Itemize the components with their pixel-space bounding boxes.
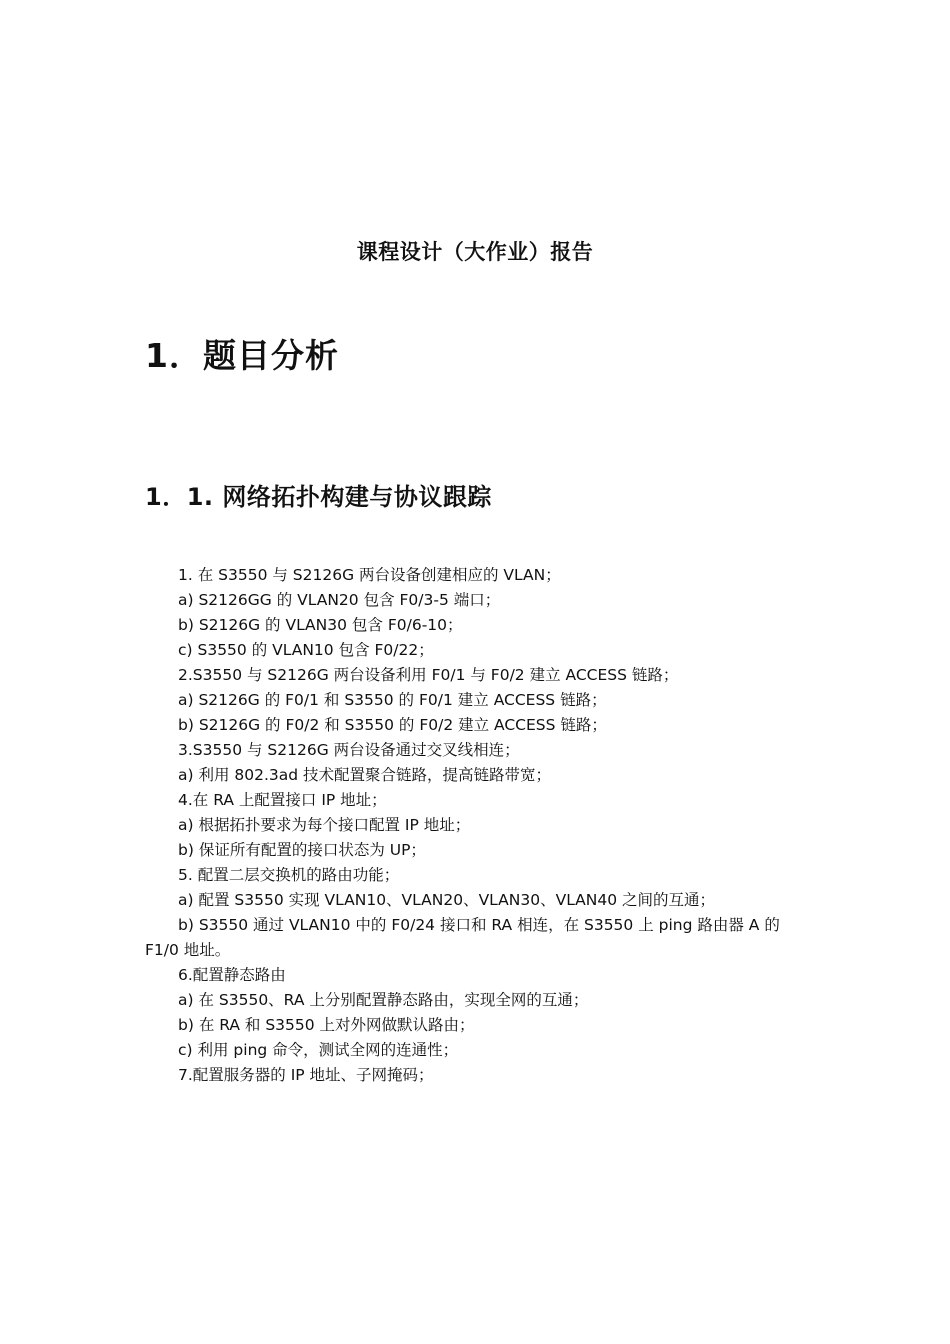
section-heading: 1．题目分析 — [145, 336, 339, 375]
list-item: 6.配置静态路由 — [178, 966, 286, 984]
requirements-list — [145, 563, 815, 1088]
list-item: b) S2126G 的 VLAN30 包含 F0/6-10； — [178, 616, 463, 634]
list-item: b) 保证所有配置的接口状态为 UP； — [178, 841, 426, 859]
list-item: b) 在 RA 和 S3550 上对外网做默认路由； — [178, 1016, 475, 1034]
list-item: 5. 配置二层交换机的路由功能； — [178, 866, 400, 884]
list-item: b) S2126G 的 F0/2 和 S3550 的 F0/2 建立 ACCESS 链路； — [178, 716, 607, 734]
list-item: 7.配置服务器的 IP 地址、子网掩码； — [178, 1066, 434, 1084]
subsection-heading: 1．1. 网络拓扑构建与协议跟踪 — [145, 483, 492, 511]
document-title: 课程设计（大作业）报告 — [356, 240, 594, 264]
list-item: 2.S3550 与 S2126G 两台设备利用 F0/1 与 F0/2 建立 ACCESS 链路； — [178, 666, 679, 684]
list-item: a) 在 S3550、RA 上分别配置静态路由，实现全网的互通； — [178, 991, 589, 1009]
list-item: a) S2126G 的 F0/1 和 S3550 的 F0/1 建立 ACCESS 链路； — [178, 691, 607, 709]
list-item: a) 配置 S3550 实现 VLAN10、VLAN20、VLAN30、VLAN40 之间的互通； — [178, 891, 716, 909]
list-item: 3.S3550 与 S2126G 两台设备通过交叉线相连； — [178, 741, 520, 759]
list-item: 1. 在 S3550 与 S2126G 两台设备创建相应的 VLAN； — [178, 566, 561, 584]
list-item: b) S3550 通过 VLAN10 中的 F0/24 接口和 RA 相连，在 S3550 上 ping 路由器 A 的 — [178, 916, 780, 934]
list-item-continuation: F1/0 地址。 — [145, 941, 231, 959]
list-item: c) S3550 的 VLAN10 包含 F0/22； — [178, 641, 434, 659]
list-item: a) S2126GG 的 VLAN20 包含 F0/3-5 端口； — [178, 591, 501, 609]
list-item: c) 利用 ping 命令，测试全网的连通性； — [178, 1041, 459, 1059]
list-item: a) 根据拓扑要求为每个接口配置 IP 地址； — [178, 816, 471, 834]
list-item: a) 利用 802.3ad 技术配置聚合链路，提高链路带宽； — [178, 766, 552, 784]
list-item: 4.在 RA 上配置接口 IP 地址； — [178, 791, 387, 809]
